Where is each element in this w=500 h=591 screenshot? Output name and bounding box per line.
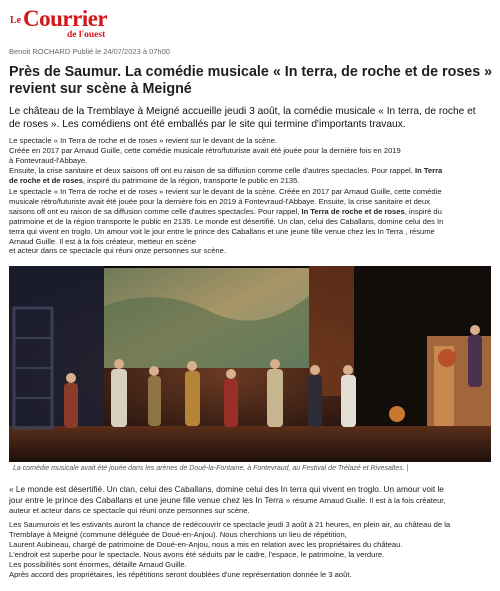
p2-line-2: musicale rétro/futuriste avait été jouée pour la dernière fois en 2019 à Fontevraud-l'Abbaye. Ensuite, la crise sanitaire et deux (9, 196, 431, 206)
article-photo[interactable] (9, 266, 491, 462)
p1-line-1: Le spectacle « In Terra de roche et de roses » revient sur le devant de la scène. (9, 136, 277, 145)
p1-line-4 (9, 166, 491, 176)
stage-photo-illustration (9, 266, 491, 462)
p2-bold: In Terra de roche et de roses (301, 206, 405, 216)
p3-line-2 (9, 495, 491, 507)
p2-line-3-text: saisons off ont eu raison de sa diffusion comme celle d'autres spectacles. Pour rappel, (9, 206, 300, 216)
p4-line-5: Les possibilités sont énormes, détaille Arnaud Guille. (9, 559, 187, 569)
article-title (9, 64, 491, 98)
logo-le: Le (10, 15, 22, 26)
p2-line-3-end: , inspiré du (404, 206, 442, 216)
p2-line-1: Le spectacle « In Terra de roche et de roses » revient sur le devant de la scène. Créée en 2017 par Arnaud Guille, cette comédie (9, 187, 442, 196)
lead-line-1: Le château de la Tremblaye à Meigné accueille jeudi 3 août, la comédie musicale « In terra, de roche et (9, 106, 476, 117)
p3-line-2-text: jour entre le prince des Caballans et une jeune fille venue chez les In Terra » (9, 494, 291, 505)
title-line-1: Près de Saumur. La comédie musicale « In terra, de roche et de roses » (9, 64, 493, 80)
p1-line-4-text: Ensuite, la crise sanitaire et deux saisons off ont eu raison de sa diffusion comme celle d'autres spectacles. Pour rappel, (9, 165, 413, 175)
logo-courrier: Courrier (23, 6, 108, 31)
p3-line-1: « Le monde est désertifié. Un clan, celui des Caballans, domine celui des In terra qui vivent en troglo. Un amour voit le (9, 484, 444, 494)
photo-caption: La comédie musicale avait été jouée dans les arènes de Doué-la-Fontaine, à Fontevraud, au Festival de Trélazé et Rivesaltes. | (13, 465, 409, 472)
p1-line-5 (9, 176, 491, 186)
p1-bold-1: In Terra (414, 165, 443, 175)
p4-line-6: Après accord des propriétaires, les répétitions seront doublées d'une représentation donnée le 3 août. (9, 569, 352, 579)
byline: Benoit ROCHARD Publié le 24/07/2023 à 07h00 (9, 47, 170, 56)
p2-line-6: Arnaud Guille. Il est à la fois créateur, metteur en scène (9, 236, 196, 246)
paragraph-1 (9, 136, 491, 186)
p3-line-2-tail: résume Arnaud Guille. Il est à la fois créateur, (290, 495, 446, 505)
p1-line-3: à Fontevraud-l'Abbaye. (9, 155, 88, 165)
p4-line-3: Laurent Aubineau, chargé de patrimoine de Doué-en-Anjou, nous a mis en relation avec les propriétaires du château. (9, 539, 403, 549)
p1-line-2: Créée en 2017 par Arnaud Guille, cette comédie musicale rétro/futuriste avait été jouée pour la dernière fois en 2019 (9, 145, 401, 155)
p1-bold-2: de roche et de roses (9, 175, 83, 185)
p2-line-7: et acteur dans ce spectacle qui réuni onze personnes sur scène. (9, 246, 226, 256)
paragraph-2 (9, 187, 491, 256)
p2-line-4: patrimoine et de la région transporte le public en 2135. Le monde est désertifié. Un clan, celui des Caballans, domine celui des In (9, 216, 444, 226)
p3-line-3: auteur et acteur dans ce spectacle qui réuni onze personnes sur scène. (9, 506, 250, 516)
article-lead (9, 106, 491, 131)
p2-line-5: terra qui vivent en troglo. Un amour voit le jour entre le prince des Caballans et une jeune fille venue chez les In Terra , résume (9, 226, 435, 236)
lead-line-2: de roses ». Les comédiens ont été emballés par le site qui termine d'importants travaux. (9, 118, 406, 130)
logo-ouest: de l'ouest (67, 30, 106, 40)
p4-line-4: L'endroit est superbe pour le spectacle. Nous avons été séduits par le cadre, l'espace, le patrimoine, la verdure. (9, 549, 385, 559)
paragraph-3 (9, 484, 491, 517)
p2-line-3 (9, 207, 491, 217)
title-line-2: revient sur scène à Meigné (9, 81, 192, 97)
p1-line-5-text: , inspiré du patrimoine de la région, transporte le public en 2135. (82, 175, 300, 185)
paragraph-4 (9, 520, 491, 579)
newspaper-logo[interactable] (9, 6, 119, 40)
p4-line-1: Les Saumurois et les estivants auront la chance de redécouvrir ce spectacle jeudi 3 août à 21 heures, en plein air, au château de la (9, 520, 451, 529)
p4-line-2: Tremblaye à Meigné (commune déléguée de Doué-en-Anjou). Nous cherchions un lieu de répétition, (9, 529, 347, 539)
